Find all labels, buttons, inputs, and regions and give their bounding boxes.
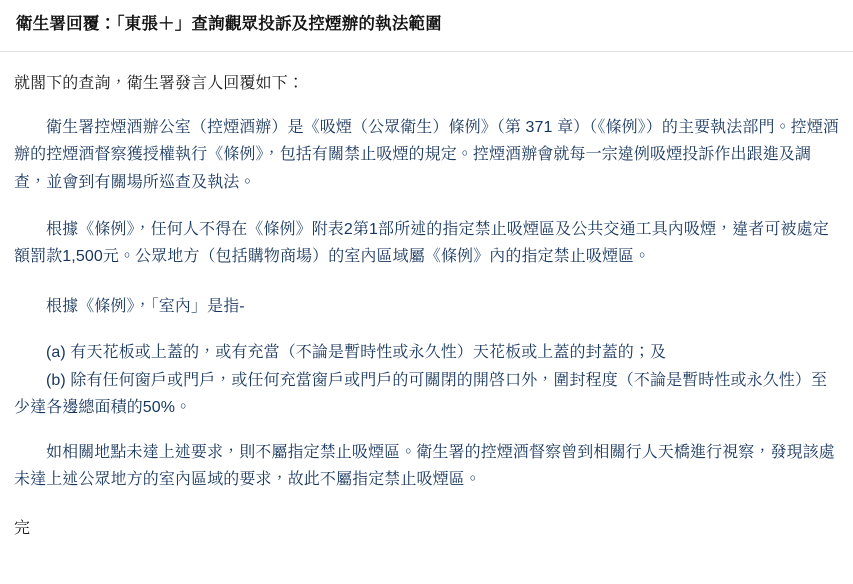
list-item-marker: (a) bbox=[46, 344, 66, 362]
list-item-label: 有天花板或上蓋的，或有充當（不論是暫時性或永久性）天花板或上蓋的封蓋的；及 bbox=[70, 344, 667, 362]
list-item-marker: (b) bbox=[46, 371, 66, 389]
intro-paragraph: 就閣下的查詢，衛生署發言人回覆如下： bbox=[14, 75, 304, 93]
list-item bbox=[14, 339, 839, 367]
closing-spacer bbox=[14, 496, 839, 513]
paragraph-2: 根據《條例》，任何人不得在《條例》附表2第1部所述的指定禁止吸煙區及公共交通工具內吸煙，違者可被處定額罰款1,500元。公眾地方（包括購物商場）的室內區域屬《條例》內的指定禁止吸煙區。 bbox=[14, 220, 829, 266]
document-body bbox=[0, 52, 853, 542]
page-title: 衛生署回覆：「東張＋」查詢觀眾投訴及控煙辦的執法範圍 bbox=[16, 15, 442, 33]
closing-text: 完 bbox=[14, 519, 31, 537]
conclusion-spacer bbox=[14, 422, 839, 439]
paragraph-3: 根據《條例》，「室內」是指- bbox=[46, 297, 245, 315]
document-header bbox=[0, 0, 853, 52]
list-spacer bbox=[14, 322, 839, 339]
list-item bbox=[14, 367, 839, 422]
list-item-label: 除有任何窗戶或門戶，或任何充當窗戶或門戶的可關閉的開啓口外，圍封程度（不論是暫時性或永久性）至少達各邊總面積的50%。 bbox=[14, 371, 828, 417]
conclusion-paragraph: 如相關地點未達上述要求，則不屬指定禁止吸煙區。衛生署的控煙酒督察曾到相關行人天橋進行視察，發現該處未達上述公眾地方的室內區域的要求，故此不屬指定禁止吸煙區。 bbox=[14, 443, 835, 489]
paragraph-spacer bbox=[14, 199, 839, 216]
paragraph-1: 衛生署控煙酒辦公室（控煙酒辦）是《吸煙（公眾衛生）條例》（第 371 章）（《條例》）的主要執法部門。控煙酒辦的控煙酒督察獲授權執行《條例》，包括有關禁止吸煙的規定。控煙酒辦會就每一宗違例吸煙投訴作出跟進及調查，並會到有關場所巡查及執法。 bbox=[14, 118, 839, 191]
paragraph-spacer bbox=[14, 273, 839, 293]
